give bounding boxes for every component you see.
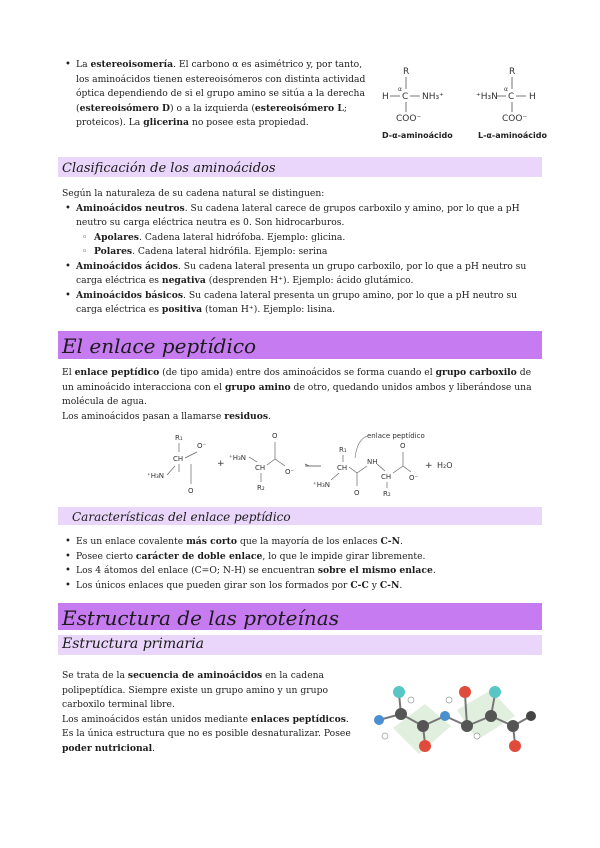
clasificacion-title: Clasificación de los aminoácidos — [62, 161, 276, 176]
svg-text:CH: CH — [173, 455, 184, 463]
svg-text:R: R — [509, 67, 516, 77]
dipeptide — [313, 432, 425, 498]
svg-text:C: C — [402, 92, 409, 102]
primaria-paragraph-2: Los aminoácidos están unidos mediante enlaces peptídicos. Es la única estructura que no es posible desnaturalizar. Posee poder nutricional. — [62, 713, 351, 754]
caracteristicas-title: Características del enlace peptídico — [72, 510, 291, 524]
svg-text:O⁻: O⁻ — [409, 474, 419, 482]
svg-text:enlace peptídico: enlace peptídico — [367, 432, 425, 440]
caract-item-2: • Posee cierto carácter de doble enlace, lo que le impide girar libremente. — [62, 550, 542, 565]
l-caption: L-α-aminoácido — [478, 131, 548, 140]
caract-item-4: • Los únicos enlaces que pueden girar son los formados por C-C y C-N. — [62, 579, 542, 594]
enlace-header — [58, 331, 542, 359]
svg-text:+: + — [425, 461, 433, 471]
neutros-item: • Aminoácidos neutros. Su cadena lateral carece de grupos carboxilo y amino, por lo que a pH neutro su carga eléctrica neutra es 0. Son hidrocarburos. — [62, 202, 542, 231]
svg-text:NH: NH — [367, 458, 378, 466]
svg-text:+: + — [217, 459, 225, 469]
caracteristicas-body — [62, 535, 542, 593]
svg-text:R₁: R₁ — [175, 434, 183, 442]
estructura-header — [58, 603, 542, 630]
svg-text:⁺H₃N: ⁺H₃N — [229, 454, 247, 462]
enlace-body — [62, 366, 542, 424]
svg-text:α: α — [504, 86, 508, 93]
clasificacion-body — [62, 187, 542, 318]
svg-text:O⁻: O⁻ — [197, 442, 207, 450]
acidos-item: • Aminoácidos ácidos. Su cadena lateral presenta un grupo carboxilo, por lo que a pH neutro su carga eléctrica es negativa (desprenden H⁺). Ejemplo: ácido glutámico. — [62, 260, 542, 289]
svg-text:CH: CH — [255, 464, 266, 472]
svg-text:R₂: R₂ — [257, 484, 265, 492]
estructura-primaria-title: Estructura primaria — [62, 636, 204, 652]
estructura-primaria-header — [58, 635, 542, 655]
svg-text:R₂: R₂ — [383, 490, 391, 498]
aminoacid-1 — [147, 434, 207, 495]
peptide-reaction-diagram — [145, 428, 465, 504]
svg-text:COO⁻: COO⁻ — [502, 114, 528, 124]
svg-text:R: R — [403, 67, 410, 77]
svg-text:H: H — [529, 92, 536, 102]
svg-text:CH: CH — [381, 473, 392, 481]
svg-text:O: O — [188, 487, 194, 495]
peptide-chain-3d-model — [365, 670, 545, 762]
polares-item: ◦ Polares. Cadena lateral hidrófila. Ejemplo: serina — [62, 245, 542, 260]
svg-text:CH: CH — [337, 464, 348, 472]
basicos-item: • Aminoácidos básicos. Su cadena lateral presenta un grupo amino, por lo que a pH neutro su carga eléctrica es positiva (toman H⁺). Ejemplo: lisina. — [62, 289, 542, 318]
estructura-primaria-body — [62, 669, 352, 756]
enlace-paragraph: El enlace peptídico (de tipo amida) entre dos aminoácidos se forma cuando el grupo carboxilo de un aminoácido interacciona con el grupo amino de otro, quedando unidos ambos y liberándose una molécula de agua. — [62, 367, 532, 407]
svg-text:O: O — [400, 442, 406, 450]
stereo-bullet: • La estereoisomería. El carbono α es asimétrico y, por tanto, los aminoácidos tienen estereoisómeros con distinta actividad óptica dependiendo de si el grupo amino se sitúa a la derecha (estereoisómero D) o a la izquierda (estereoisómero L; proteicos). La glicerina no posee esta propiedad. — [62, 58, 374, 131]
caracteristicas-header — [58, 507, 542, 525]
svg-text:H: H — [382, 92, 389, 102]
svg-text:COO⁻: COO⁻ — [396, 114, 422, 124]
svg-text:⁺H₃N: ⁺H₃N — [313, 481, 331, 489]
reaction-arrow — [305, 464, 321, 466]
svg-text:R₁: R₁ — [339, 446, 347, 454]
apolares-item: ◦ Apolares. Cadena lateral hidrófoba. Ejemplo: glicina. — [62, 231, 542, 246]
svg-text:⁺H₃N: ⁺H₃N — [476, 92, 498, 102]
svg-text:⁺H₃N: ⁺H₃N — [147, 472, 165, 480]
svg-text:O: O — [272, 432, 278, 440]
d-aminoacid-structure — [382, 67, 453, 140]
stereoisomer-figure — [378, 62, 548, 144]
clasificacion-intro: Según la naturaleza de su cadena natural se distinguen: — [62, 188, 325, 199]
svg-text:α: α — [398, 86, 402, 93]
aminoacid-2 — [229, 432, 295, 492]
clasificacion-header — [58, 157, 542, 177]
estructura-title: Estructura de las proteínas — [62, 606, 339, 630]
svg-text:C: C — [508, 92, 515, 102]
residuos-paragraph: Los aminoácidos pasan a llamarse residuos. — [62, 410, 271, 422]
svg-text:O: O — [354, 489, 360, 497]
l-aminoacid-structure — [476, 67, 548, 140]
caract-item-1: • Es un enlace covalente más corto que la mayoría de los enlaces C-N. — [62, 535, 542, 550]
caract-item-3: • Los 4 átomos del enlace (C=O; N-H) se encuentran sobre el mismo enlace. — [62, 564, 542, 579]
water: H₂O — [437, 461, 453, 470]
enlace-title: El enlace peptídico — [62, 334, 257, 358]
svg-text:O⁻: O⁻ — [285, 468, 295, 476]
d-caption: D-α-aminoácido — [382, 131, 453, 140]
intro-section — [62, 58, 374, 131]
primaria-paragraph-1: Se trata de la secuencia de aminoácidos en la cadena polipeptídica. Siempre existe un grupo amino y un grupo carboxilo terminal libre. — [62, 670, 328, 710]
svg-text:NH₃⁺: NH₃⁺ — [422, 92, 444, 102]
